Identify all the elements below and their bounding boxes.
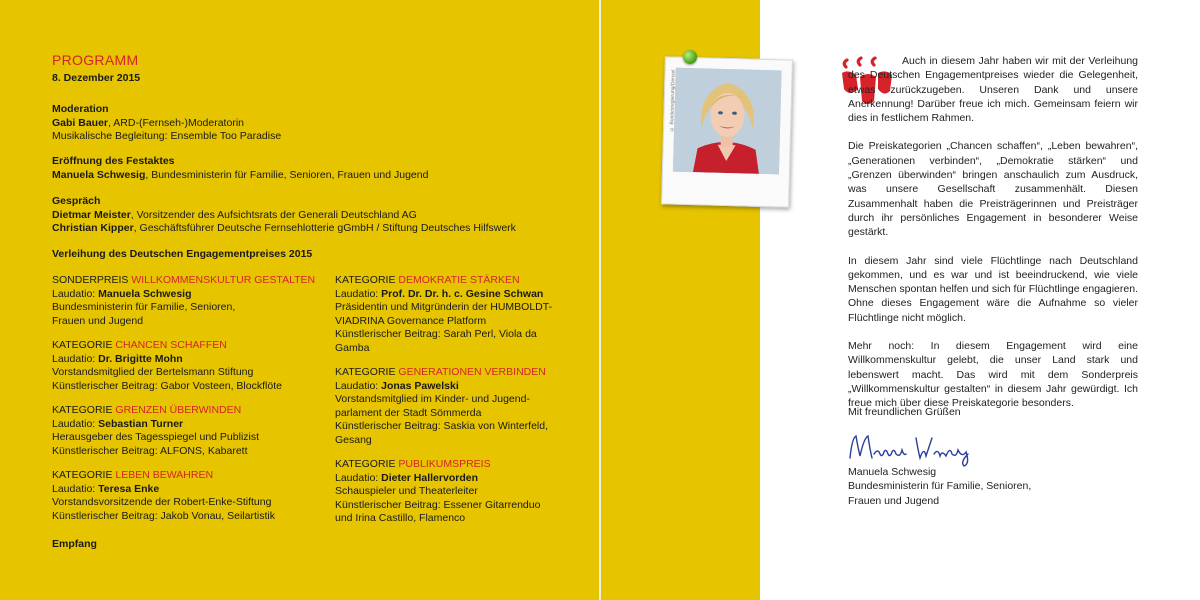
moderation-heading: Moderation (52, 103, 109, 115)
category-detail-line: Künstlerischer Beitrag: Sarah Perl, Viola da (335, 328, 537, 340)
laudatio-label: Laudatio: (52, 482, 99, 495)
category-detail-line: Vorstandsmitglied der Bertelsmann Stiftung (52, 366, 254, 378)
category-name: PUBLIKUMSPREIS (398, 458, 491, 470)
category-prefix: KATEGORIE (52, 469, 116, 481)
talk-line-1 (52, 209, 516, 223)
category-detail-line: Frauen und Jugend (52, 314, 144, 327)
pushpin-icon (683, 50, 697, 64)
award-category (52, 274, 327, 328)
category-heading (52, 404, 327, 418)
letter-body (848, 54, 1138, 425)
category-heading (335, 458, 585, 472)
category-detail-line: Vorstandsvorsitzende der Robert-Enke-Stiftung (52, 496, 272, 508)
laudator-name: Sebastian Turner (98, 417, 184, 430)
award-category (335, 458, 585, 526)
letter-paragraph-2: Die Preiskategorien „Chancen schaffen“, „Leben bewahren“, „Generationen verbinden“, „Demokratie stärken“ und „Grenzen überwinden“ bringen anschaulich zum Ausdruck, was unsere Gesellschaft zusammenhält. Diesen Zusammenhalt haben die Preisträgerinnen und Preisträger durch ihr persönliches Engagement in besonderer Weise gestärkt. (848, 140, 1138, 239)
photo-credit: © Bundesregierung/Denzel (668, 69, 677, 133)
category-detail-line: VIADRINA Governance Platform (335, 314, 487, 327)
category-heading (52, 339, 327, 353)
category-detail-line: Gamba (335, 341, 370, 354)
category-name: LEBEN BEWAHREN (115, 469, 214, 481)
award-category (52, 469, 327, 523)
category-name: CHANCEN SCHAFFEN (115, 339, 227, 351)
talk-person-1-role: , Vorsitzender des Aufsichtsrats der Generali Deutschland AG (130, 208, 417, 221)
letter-paragraph-1: Auch in diesem Jahr haben wir mit der Verleihung des Deutschen Engagementpreises wieder die Gelegenheit, etwas zurückzugeben. Unseren Dank und unsere Anerkennung! Darüber freue ich mich. Gemeinsam feiern wir dies in festlichem Rahmen. (848, 55, 1138, 125)
reception: Empfang (52, 538, 97, 550)
laudatio-line (52, 353, 327, 367)
laudatio-line (52, 483, 327, 497)
award-category (52, 339, 327, 393)
laudatio-label: Laudatio: (52, 417, 99, 430)
letter-closing: Mit freundlichen Grüßen (848, 406, 961, 418)
category-heading (335, 366, 585, 380)
signer-role-2: Frauen und Jugend (848, 494, 940, 507)
signer-role-1: Bundesministerin für Familie, Senioren, (848, 480, 1032, 493)
category-detail-line: und Irina Castillo, Flamenco (335, 512, 466, 524)
moderator-role: , ARD-(Fernseh-)Moderatorin (108, 116, 244, 129)
moderator-name: Gabi Bauer (52, 116, 109, 129)
category-detail-line: Künstlerischer Beitrag: Gabor Vosteen, Blockflöte (52, 379, 282, 392)
category-detail-line: Künstlerischer Beitrag: Saskia von Winterfeld, (335, 420, 549, 432)
category-name: GRENZEN ÜBERWINDEN (115, 404, 242, 416)
opening-section (52, 155, 428, 182)
laudator-name: Prof. Dr. Dr. h. c. Gesine Schwan (381, 287, 544, 300)
categories-left-column (52, 274, 327, 534)
category-prefix: KATEGORIE (335, 274, 399, 286)
talk-line-2 (52, 222, 516, 236)
laudatio-label: Laudatio: (335, 379, 382, 392)
portrait-photo (673, 68, 782, 175)
category-prefix: KATEGORIE (52, 339, 116, 351)
category-heading (335, 274, 585, 288)
letter-paragraph-3: In diesem Jahr sind viele Flüchtlinge nach Deutschland gekommen, und es war und ist beeindruckend, wie viele Menschen spontan helfen und sich für Flüchtlinge engagieren. Ohne dieses Engagement wäre die Aufnahme so vieler Flüchtlinge nicht möglich. (848, 254, 1138, 324)
category-detail-line: parlament der Stadt Sömmerda (335, 406, 482, 419)
talk-person-1-name: Dietmar Meister (52, 208, 131, 221)
category-detail-line: Gesang (335, 433, 372, 446)
laudator-name: Manuela Schwesig (98, 287, 192, 300)
award-category (335, 366, 585, 447)
category-prefix: KATEGORIE (335, 458, 399, 470)
category-prefix: SONDERPREIS (52, 274, 132, 286)
category-heading (52, 469, 327, 483)
polaroid-photo (661, 56, 793, 207)
talk-person-2-role: , Geschäftsführer Deutsche Fernsehlotterie gGmbH / Stiftung Deutsches Hilfswerk (133, 222, 516, 234)
award-category (52, 404, 327, 458)
talk-heading: Gespräch (52, 195, 101, 207)
category-name: DEMOKRATIE STÄRKEN (398, 274, 520, 286)
laudatio-label: Laudatio: (52, 287, 99, 300)
laudator-name: Teresa Enke (98, 482, 160, 495)
laudatio-label: Laudatio: (52, 352, 99, 365)
category-detail-line: Präsidentin und Mitgründerin der HUMBOLDT- (335, 301, 553, 313)
talk-person-2-name: Christian Kipper (52, 222, 134, 234)
laudatio-label: Laudatio: (335, 287, 382, 300)
category-prefix: KATEGORIE (335, 366, 399, 378)
laudatio-line (335, 380, 585, 394)
music-line: Musikalische Begleitung: Ensemble Too Paradise (52, 130, 282, 142)
category-prefix: KATEGORIE (52, 404, 116, 416)
category-heading (52, 274, 327, 288)
laudatio-line (52, 418, 327, 432)
laudator-name: Dr. Brigitte Mohn (98, 352, 183, 365)
moderation-line (52, 117, 281, 131)
categories-right-column (335, 274, 585, 537)
signer-name: Manuela Schwesig (848, 466, 937, 478)
category-detail-line: Künstlerischer Beitrag: ALFONS, Kabarett (52, 444, 248, 457)
letter-paragraph-4: Mehr noch: In diesem Engagement wird eine Willkommenskultur gelebt, die unser Land stark und lebenswert macht. Das wird mit dem Sonderpreis „Willkommenskultur gestalten“ in diesem Jahr gewürdigt. Ich freue mich über diese Preiskategorie besonders. (848, 340, 1138, 410)
laudator-name: Jonas Pawelski (381, 379, 459, 392)
program-title: PROGRAMM (52, 52, 139, 68)
category-name: GENERATIONEN VERBINDEN (398, 366, 546, 378)
category-detail-line: Schauspieler und Theaterleiter (335, 485, 478, 497)
opening-heading: Eröffnung des Festaktes (52, 155, 175, 167)
signer-block (848, 465, 1031, 508)
category-detail-line: Herausgeber des Tagesspiegel und Publizist (52, 431, 260, 443)
opening-name: Manuela Schwesig (52, 168, 146, 181)
program-date: 8. Dezember 2015 (52, 72, 141, 84)
category-name: WILLKOMMENSKULTUR GESTALTEN (131, 274, 316, 286)
moderation-section (52, 103, 281, 144)
category-detail-line: Künstlerischer Beitrag: Essener Gitarrenduo (335, 498, 541, 511)
handwritten-signature (846, 428, 986, 468)
category-detail-line: Vorstandsmitglied im Kinder- und Jugend- (335, 393, 530, 405)
category-detail-line: Bundesministerin für Familie, Senioren, (52, 301, 236, 313)
laudator-name: Dieter Hallervorden (381, 471, 478, 484)
category-detail-line: Künstlerischer Beitrag: Jakob Vonau, Seilartistik (52, 509, 275, 522)
opening-line (52, 169, 428, 183)
laudatio-line (335, 288, 585, 302)
opening-role: , Bundesministerin für Familie, Senioren, Frauen und Jugend (145, 168, 429, 181)
award-heading: Verleihung des Deutschen Engagementpreises 2015 (52, 248, 313, 260)
laudatio-line (52, 288, 327, 302)
talk-section (52, 195, 516, 236)
laudatio-line (335, 472, 585, 486)
laudatio-label: Laudatio: (335, 471, 382, 484)
award-category (335, 274, 585, 355)
